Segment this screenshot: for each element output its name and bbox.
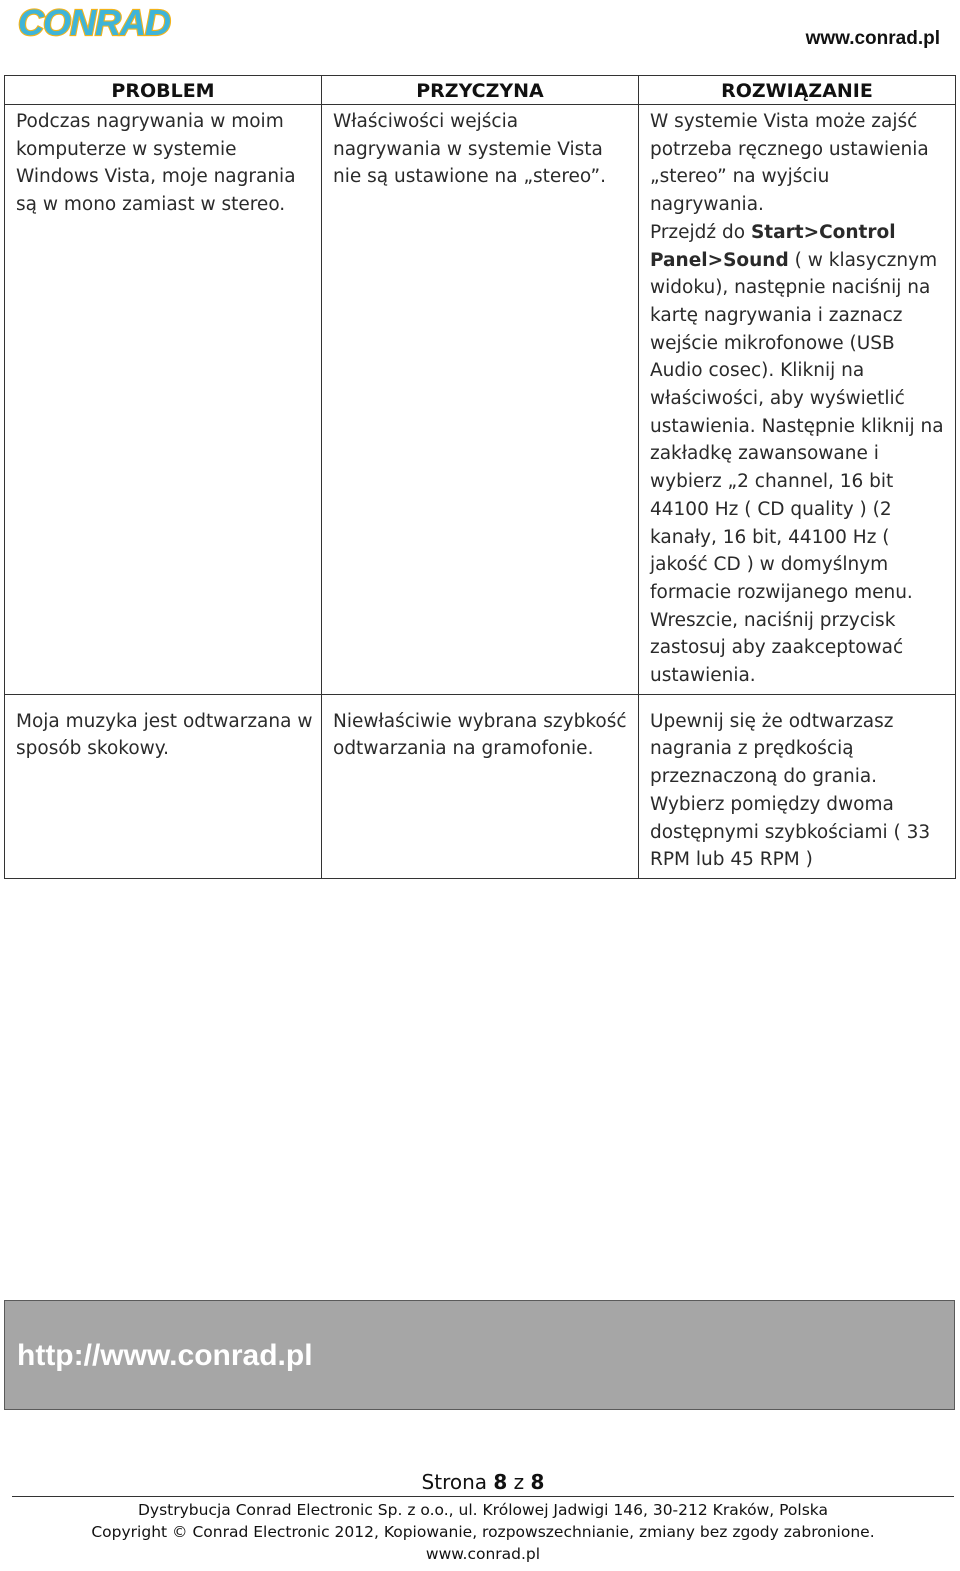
table-row (5, 105, 956, 695)
header-solution: ROZWIĄZANIE (639, 76, 956, 105)
header-problem: PROBLEM (5, 76, 322, 105)
solution-goto: Przejdź do (650, 221, 746, 243)
header-cause: PRZYCZYNA (322, 76, 639, 105)
cause-cell: Właściwości wejścia nagrywania w systemie Vista nie są ustawione na „stereo”. (322, 105, 639, 695)
table-header-row (5, 76, 956, 105)
solution-cell (639, 105, 956, 695)
conrad-logo-text: CONRAD (18, 2, 170, 43)
problem-cell: Podczas nagrywania w moim komputerze w systemie Windows Vista, moje nagrania są w mono zamiast w stereo. (5, 105, 322, 695)
page-separator: z (513, 1470, 525, 1494)
header-site-url[interactable]: www.conrad.pl (805, 28, 940, 49)
troubleshooting-table (4, 75, 956, 879)
page-number (0, 1470, 960, 1494)
page-total: 8 (530, 1470, 545, 1494)
solution-intro: W systemie Vista może zajść potrzeba ręcznego ustawienia „stereo” na wyjściu nagrywania. (650, 111, 929, 216)
footer-divider (12, 1496, 954, 1497)
solution-rest: ( w klasycznym widoku), następnie naciśnij na kartę nagrywania i zaznacz wejście mikrofonowe (USB Audio cosec). Kliknij na właściwości, aby wyświetlić ustawienia. Następnie kliknij na zakładkę zawansowane i wybierz „2 channel, 16 bit 44100 Hz ( CD quality ) (2 kanały, 16 bit, 44100 Hz ( jakość CD ) w domyślnym formacie rozwijanego menu. Wreszcie, naciśnij przycisk zastosuj aby zaakceptować ustawienia. (650, 249, 944, 687)
footer-url-link[interactable]: www.conrad.pl (425, 1545, 541, 1563)
banner-url-link[interactable]: http://www.conrad.pl (17, 1339, 313, 1372)
conrad-logo (16, 2, 176, 44)
page-label: Strona (421, 1470, 488, 1494)
footer-copyright: Copyright © Conrad Electronic 2012, Kopiowanie, rozpowszechnianie, zmiany bez zgody zabronione. (91, 1523, 875, 1541)
page-current: 8 (493, 1470, 508, 1494)
cause-cell: Niewłaściwie wybrana szybkość odtwarzania na gramofonie. (322, 694, 639, 878)
footer-distributor: Dystrybucja Conrad Electronic Sp. z o.o., ul. Królowej Jadwigi 146, 30-212 Kraków, Polska (137, 1501, 828, 1519)
url-banner (4, 1300, 955, 1410)
table-row (5, 694, 956, 878)
problem-cell: Moja muzyka jest odtwarzana w sposób skokowy. (5, 694, 322, 878)
solution-path: Start>Control Panel>Sound (650, 221, 896, 271)
solution-cell: Upewnij się że odtwarzasz nagrania z prędkością przeznaczoną do grania. Wybierz pomiędzy dwoma dostępnymi szybkościami ( 33 RPM lub 45 RPM ) (639, 694, 956, 878)
